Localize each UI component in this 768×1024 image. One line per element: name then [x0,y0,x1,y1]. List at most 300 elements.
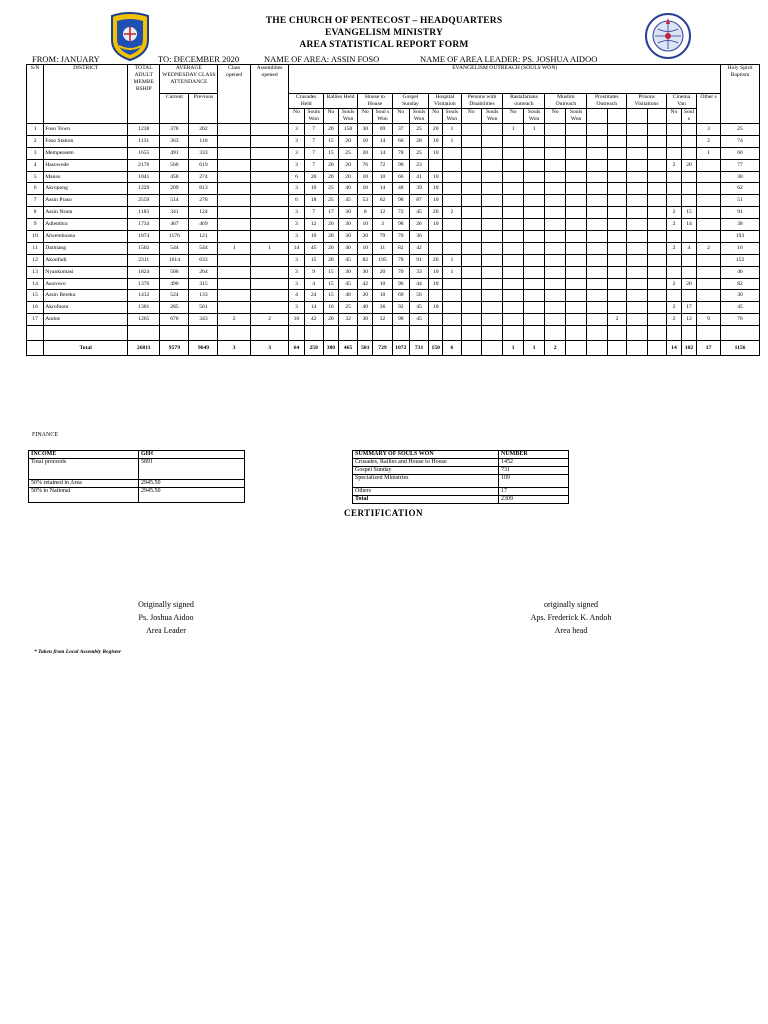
table-cell [607,171,626,183]
table-cell [503,147,523,159]
table-cell [443,326,461,341]
table-cell [461,124,481,136]
table-cell [503,290,523,302]
table-cell [627,326,647,341]
table-cell: 2 [666,207,681,219]
income-value: 2945.50 [139,488,245,503]
table-cell [461,135,481,147]
table-cell [647,207,666,219]
table-row [27,314,760,326]
table-cell: 10 [358,242,373,254]
table-cell: 36 [409,231,428,243]
table-cell: 69 [392,290,409,302]
table-cell [627,135,647,147]
sub-no: No [545,109,565,124]
table-row [27,278,760,290]
col-house: House to House [358,94,392,109]
table-cell [545,207,565,219]
table-cell: 25 [409,124,428,136]
table-cell: 1 [697,147,721,159]
district-name-cell: Darmang [44,242,128,254]
table-cell: 20 [429,254,443,266]
table-cell [461,207,481,219]
sub-souls-won: Souls Won [565,109,587,124]
summary-total-label: Total [353,496,499,504]
total-cell: 501 [358,341,373,356]
table-cell [607,147,626,159]
total-cell: 9579 [160,341,189,356]
district-name-cell: Atwereboana [44,231,128,243]
table-cell: 10 [373,290,392,302]
table-cell: 1 [443,266,461,278]
table-cell: 14 [373,135,392,147]
table-cell: 3 [289,135,304,147]
table-cell [481,135,503,147]
table-cell: 561 [189,302,218,314]
table-cell: 15 [323,147,338,159]
table-cell [697,219,721,231]
table-cell [218,302,250,314]
table-cell: 10 [304,231,323,243]
table-cell: 10 [429,195,443,207]
left-signature-status: Originally signed [138,600,194,609]
table-cell [523,278,545,290]
table-cell: 11 [373,242,392,254]
income-label: 50% to National [29,488,139,503]
table-row [27,242,760,254]
table-cell: 10 [358,183,373,195]
district-name-cell: Adiembra [44,219,128,231]
table-cell [697,326,721,341]
table-cell: 76 [358,159,373,171]
table-cell: 5 [27,171,44,183]
table-cell [666,290,681,302]
table-cell: 14 [27,278,44,290]
district-name-cell: Akonfudi [44,254,128,266]
table-cell: 15 [323,278,338,290]
table-row [27,171,760,183]
table-cell [250,231,289,243]
table-cell [461,147,481,159]
total-cell: 731 [409,341,428,356]
total-cell: 14 [666,341,681,356]
total-cell: 2 [545,341,565,356]
table-cell: 10 [429,219,443,231]
table-cell: 670 [160,314,189,326]
table-cell [697,207,721,219]
table-cell [429,314,443,326]
table-cell [647,302,666,314]
total-cell: 258 [304,341,323,356]
table-cell [607,183,626,195]
table-cell: 91 [409,254,428,266]
table-cell: 315 [189,278,218,290]
table-cell: 506 [160,266,189,278]
table-cell: 17 [682,302,697,314]
table-cell [218,254,250,266]
table-cell [461,278,481,290]
table-cell [587,314,607,326]
table-cell [545,302,565,314]
table-cell: 28 [409,135,428,147]
right-signature-name: Aps. Frederick K. Andoh [530,613,612,622]
table-cell: 2 [666,219,681,231]
table-cell: 3 [289,302,304,314]
table-cell: 10 [373,278,392,290]
table-cell [461,266,481,278]
table-cell [250,326,289,341]
table-cell [682,183,697,195]
table-cell [682,195,697,207]
table-cell [481,124,503,136]
table-cell: 343 [189,314,218,326]
table-cell [607,278,626,290]
table-cell: 10 [358,219,373,231]
table-cell: 193 [721,231,760,243]
table-cell [481,171,503,183]
table-cell: 20 [323,242,338,254]
table-cell [481,183,503,195]
table-cell [481,147,503,159]
table-cell [443,219,461,231]
total-cell [587,341,607,356]
table-cell: 45 [721,302,760,314]
table-cell: 53 [358,195,373,207]
table-cell: 20 [358,290,373,302]
table-cell: 6 [289,195,304,207]
table-cell [697,231,721,243]
table-cell [250,135,289,147]
table-cell [481,326,503,341]
income-value: 5891 [139,459,245,480]
table-cell: 16 [27,302,44,314]
table-cell: 450 [160,171,189,183]
table-cell: 2 [443,207,461,219]
table-cell [304,326,323,341]
total-cell [461,341,481,356]
sub-no: No [392,109,409,124]
summary-header: SUMMARY OF SOULS WON [353,451,499,459]
table-cell [647,266,666,278]
income-table [28,450,245,503]
table-cell: 1301 [128,302,160,314]
table-cell: 3 [373,219,392,231]
table-cell [461,242,481,254]
col-gospel: Gospel Sunday [392,94,429,109]
table-cell [587,195,607,207]
table-cell [218,147,250,159]
table-cell [481,195,503,207]
table-cell: 20 [304,171,323,183]
table-cell [189,326,218,341]
table-cell [218,326,250,341]
sub-blank [647,109,666,124]
table-cell [565,278,587,290]
table-cell [565,302,587,314]
sub-blank [607,109,626,124]
district-rows [27,124,760,341]
left-signature-block [118,598,214,637]
table-cell [429,290,443,302]
sub-souls-won: Souls Won [443,109,461,124]
table-cell: 45 [338,195,357,207]
table-cell [443,183,461,195]
table-cell: 33 [409,266,428,278]
col-prostitutes: Prostitutes Outreach [587,94,627,109]
table-cell: 3 [289,159,304,171]
table-cell: 7 [304,124,323,136]
col-outreach: EVANGELISM OUTREACH (SOULS WON) [289,65,721,94]
table-cell: 202 [189,124,218,136]
table-cell [587,290,607,302]
table-cell [481,302,503,314]
table-cell [647,231,666,243]
table-cell: 77 [721,159,760,171]
table-cell: 38 [721,219,760,231]
table-cell [160,326,189,341]
table-cell [250,183,289,195]
table-cell [666,135,681,147]
table-cell: 15 [323,266,338,278]
left-signature-name: Ps. Joshua Aidoo [138,613,194,622]
total-cell [565,341,587,356]
table-cell [523,302,545,314]
table-cell [461,302,481,314]
table-cell: 2 [666,314,681,326]
table-cell: 41 [409,171,428,183]
income-label: 50% retained in Area [29,480,139,488]
table-cell [218,124,250,136]
table-cell: 1183 [128,207,160,219]
table-cell [647,195,666,207]
table-cell: 26 [409,219,428,231]
table-cell [503,183,523,195]
table-cell: 524 [160,290,189,302]
table-cell: 98 [392,314,409,326]
table-cell: 3 [289,231,304,243]
table-cell: 1 [443,124,461,136]
table-cell: 110 [189,135,218,147]
table-cell [647,124,666,136]
table-cell [697,290,721,302]
table-cell: 20 [373,266,392,278]
table-cell [682,326,697,341]
table-cell: 467 [160,219,189,231]
table-cell: 20 [338,135,357,147]
col-class-opened: Class opened [218,65,250,124]
table-cell [545,183,565,195]
table-cell: 10 [429,266,443,278]
table-cell [250,290,289,302]
table-cell: 20 [323,159,338,171]
table-cell [250,266,289,278]
table-cell [461,219,481,231]
table-cell: 7 [27,195,44,207]
table-cell [627,266,647,278]
table-cell: 15 [323,135,338,147]
table-cell: 46 [721,266,760,278]
souls-summary-table [352,450,569,504]
table-cell [503,171,523,183]
table-cell [587,219,607,231]
table-cell [565,124,587,136]
total-cell: 150 [429,341,443,356]
table-cell [647,242,666,254]
table-cell: 12 [682,314,697,326]
total-cell: 6 [443,341,461,356]
table-cell: 152 [721,254,760,266]
table-cell [587,231,607,243]
table-cell [607,207,626,219]
table-cell [545,147,565,159]
table-cell: 12 [304,219,323,231]
table-cell: 3 [27,147,44,159]
table-cell: 9 [27,219,44,231]
table-cell [503,326,523,341]
table-cell: 25 [323,195,338,207]
total-cell: 64 [289,341,304,356]
table-cell [565,254,587,266]
sub-no: No [503,109,523,124]
table-cell [503,302,523,314]
table-cell [666,195,681,207]
table-cell: 3 [289,278,304,290]
total-cell: 1 [523,341,545,356]
table-cell: 60 [721,147,760,159]
table-cell: 7 [304,207,323,219]
table-cell: 469 [189,219,218,231]
table-cell: 25 [323,183,338,195]
col-cinema: Cinema Van [666,94,696,109]
table-cell [429,231,443,243]
col-others: Other s [697,94,721,124]
table-cell: 6 [27,183,44,195]
table-cell [250,171,289,183]
table-cell: 264 [189,266,218,278]
table-cell [443,231,461,243]
table-cell [523,231,545,243]
table-cell [627,290,647,302]
table-row [27,207,760,219]
income-currency-header: GH¢ [139,451,245,459]
table-cell [545,254,565,266]
table-cell [647,135,666,147]
table-row [27,302,760,314]
total-cell: 380 [323,341,338,356]
table-cell: 70 [392,231,409,243]
table-cell: 20 [358,147,373,159]
district-name-cell: Foso Town [44,124,128,136]
table-cell [697,159,721,171]
table-cell [607,219,626,231]
table-cell: 2 [666,242,681,254]
table-cell: 2 [697,135,721,147]
table-cell [523,314,545,326]
table-cell [443,242,461,254]
table-cell: 56 [409,290,428,302]
district-name-cell: Foso Station [44,135,128,147]
table-cell: 30 [338,266,357,278]
ministry-title: EVANGELISM MINISTRY [324,28,444,38]
table-cell: 16 [721,242,760,254]
district-name-cell: Akrofuom [44,302,128,314]
table-cell [587,254,607,266]
total-cell: 3 [218,341,250,356]
table-cell [503,242,523,254]
table-cell [523,183,545,195]
table-cell [627,147,647,159]
table-cell [565,290,587,302]
table-cell [481,290,503,302]
table-cell: 1734 [128,219,160,231]
table-cell: 2 [666,159,681,171]
table-cell: 74 [721,135,760,147]
table-cell: 30 [358,266,373,278]
table-cell [545,278,565,290]
table-cell [565,183,587,195]
table-cell: 20 [323,314,338,326]
footnote: * Taken from Local Assembly Register [34,649,122,655]
table-cell [682,135,697,147]
district-name-cell: Assin Praso [44,195,128,207]
table-cell [682,231,697,243]
district-name-cell: Hasowode [44,159,128,171]
table-cell: 1 [218,242,250,254]
table-row [27,231,760,243]
total-cell: 17 [697,341,721,356]
table-cell: 4 [289,290,304,302]
table-cell: 9 [304,266,323,278]
table-cell: 1655 [128,147,160,159]
table-cell [481,254,503,266]
period-to: TO: DECEMBER 2020 [158,54,240,64]
table-cell [697,278,721,290]
table-cell: 51 [721,195,760,207]
table-cell: 30 [338,219,357,231]
table-cell [607,135,626,147]
table-cell: 341 [160,207,189,219]
blank-row [27,326,760,341]
table-row [27,135,760,147]
table-cell: 30 [358,124,373,136]
table-cell [481,242,503,254]
table-cell [27,326,44,341]
table-cell: 3 [289,254,304,266]
table-cell [250,278,289,290]
table-cell [666,124,681,136]
table-cell [682,290,697,302]
table-cell [545,290,565,302]
table-cell: 25 [721,124,760,136]
table-cell: 72 [373,159,392,171]
table-cell: 10 [304,183,323,195]
table-cell: 10 [358,135,373,147]
table-cell: 40 [338,183,357,195]
district-name-cell: Mempeasem [44,147,128,159]
table-cell: 150 [338,124,357,136]
table-cell: 7 [304,135,323,147]
table-cell [666,147,681,159]
table-cell: 1265 [128,314,160,326]
table-cell: 14 [289,242,304,254]
district-name-cell: Manso [44,171,128,183]
table-cell [627,124,647,136]
table-cell [666,254,681,266]
table-cell [607,159,626,171]
total-cell: 1072 [392,341,409,356]
col-rasta: Rastafarians outreach [503,94,545,109]
table-cell [392,326,409,341]
